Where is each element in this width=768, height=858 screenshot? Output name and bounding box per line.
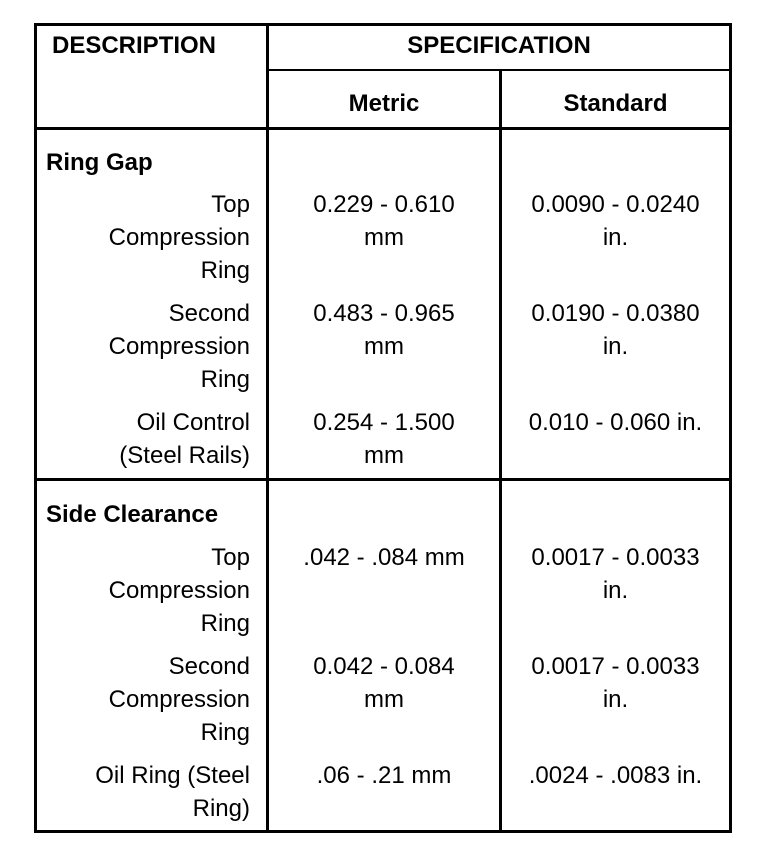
row-description: Second Compression Ring bbox=[108, 300, 250, 393]
row-description: Top Compression Ring bbox=[108, 544, 250, 637]
row-standard-value: 0.010 - 0.060 in. bbox=[528, 409, 703, 436]
row-standard-value: 0.0090 - 0.0240 in. bbox=[531, 191, 700, 251]
row-metric-value: .06 - .21 mm bbox=[316, 762, 452, 789]
row-standard-value: 0.0190 - 0.0380 in. bbox=[531, 300, 700, 360]
row-description: Oil Control (Steel Rails) bbox=[119, 409, 250, 469]
row-standard-value: 0.0017 - 0.0033 in. bbox=[531, 653, 700, 713]
header-standard: Standard bbox=[563, 90, 668, 117]
header-description: DESCRIPTION bbox=[52, 32, 217, 59]
specification-table bbox=[34, 23, 732, 833]
header-specification: SPECIFICATION bbox=[407, 32, 591, 59]
row-metric-value: 0.229 - 0.610 mm bbox=[313, 191, 455, 251]
row-metric-value: 0.042 - 0.084 mm bbox=[313, 653, 455, 713]
row-metric-value: .042 - .084 mm bbox=[303, 544, 465, 571]
row-metric-value: 0.483 - 0.965 mm bbox=[313, 300, 455, 360]
row-standard-value: .0024 - .0083 in. bbox=[528, 762, 703, 789]
section-title-ring-gap: Ring Gap bbox=[46, 149, 153, 176]
header-bottom-rule bbox=[37, 127, 729, 130]
row-standard-value: 0.0017 - 0.0033 in. bbox=[531, 544, 700, 604]
row-description: Top Compression Ring bbox=[108, 191, 250, 284]
header-divider-specification bbox=[266, 69, 729, 71]
section-title-side-clearance: Side Clearance bbox=[46, 501, 219, 528]
row-description: Second Compression Ring bbox=[108, 653, 250, 746]
section-divider bbox=[37, 478, 729, 481]
header-metric: Metric bbox=[348, 90, 420, 117]
row-description: Oil Ring (Steel Ring) bbox=[95, 762, 250, 822]
row-metric-value: 0.254 - 1.500 mm bbox=[313, 409, 455, 469]
